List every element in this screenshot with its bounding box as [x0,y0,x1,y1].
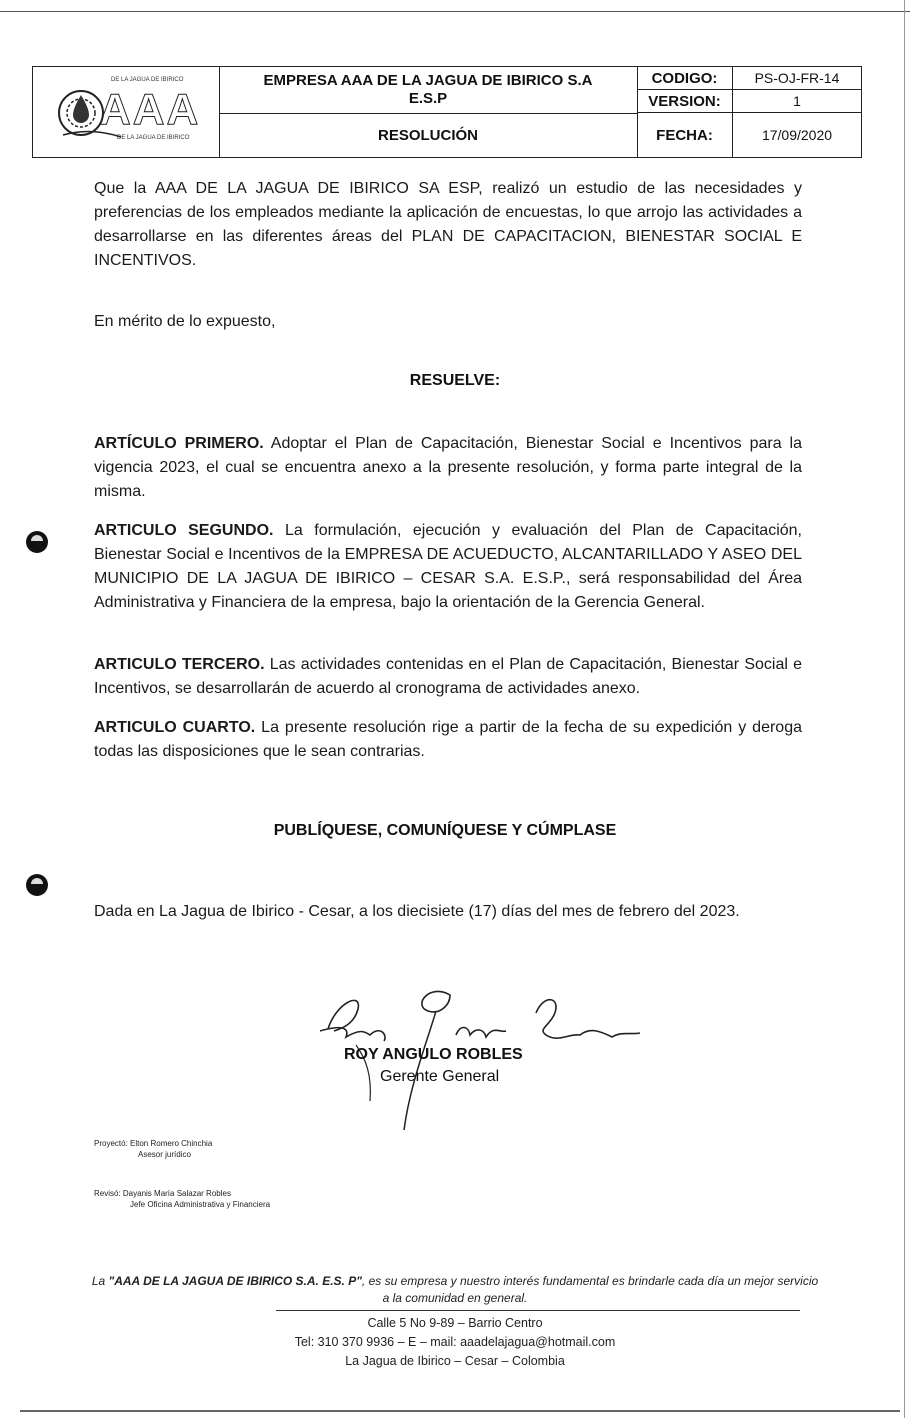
proyecto-name: Proyectó: Elton Romero Chinchia [94,1139,213,1148]
codigo-label: CODIGO: [637,67,733,90]
article-1 [94,432,802,504]
company-name-line2: E.S.P [408,90,448,107]
article-3-label: ARTICULO TERCERO. [94,656,265,673]
version-value: 1 [733,90,861,113]
article-3 [94,653,802,701]
article-1-label: ARTÍCULO PRIMERO. [94,435,264,452]
document-header-table [32,66,862,158]
punch-hole-icon [26,874,48,896]
footer-slogan [90,1273,820,1307]
punch-hole-icon [26,531,48,553]
slogan-rest: , es su empresa y nuestro interés fundamental es brindarle cada día un mejor servicio a la comunidad en general. [361,1274,819,1305]
company-logo [51,75,211,149]
signer-title: Gerente General [380,1068,500,1085]
codigo-value: PS-OJ-FR-14 [733,67,861,90]
article-4 [94,716,802,764]
fecha-value: 17/09/2020 [761,127,833,143]
reviso-name: Revisó: Dayanis María Salazar Robles [94,1189,231,1198]
resuelve-heading: RESUELVE: [409,372,501,389]
article-4-text: La presente resolución rige a partir de la fecha de su expedición y deroga todas las disposiciones que le sean contrarias. [94,719,802,760]
footer-address: Calle 5 No 9-89 – Barrio Centro [367,1316,543,1330]
logo-bottom-caption: DE LA JAGUA DE IBIRICO [117,135,190,141]
slogan-prefix: La [91,1274,109,1288]
document-type-cell: RESOLUCIÓN [219,113,638,157]
logo-top-caption: DE LA JAGUA DE IBIRICO [111,77,184,83]
article-2-label: ARTICULO SEGUNDO. [94,522,274,539]
footer-contact-block [240,1314,670,1371]
slogan-company: "AAA DE LA JAGUA DE IBIRICO S.A. E.S. P" [108,1274,362,1288]
logo-letters: AAA [99,85,201,134]
logo-cell [33,67,220,157]
article-1-text: Adoptar el Plan de Capacitación, Bienestar Social e Incentivos para la vigencia 2023, el cual se encuentra anexo a la presente resolución, y forma parte integral de la misma. [94,435,803,500]
fecha-label: FECHA: [637,113,733,157]
scan-right-edge [904,0,905,1418]
footer-contact: Tel: 310 370 9936 – E – mail: aaadelajagua@hotmail.com [294,1335,616,1349]
article-2 [94,519,802,615]
proyecto-credit [94,1138,212,1160]
reviso-role: Jefe Oficina Administrativa y Financiera [130,1200,271,1209]
company-title-cell [219,67,638,114]
dada-paragraph: Dada en La Jagua de Ibirico - Cesar, a los diecisiete (17) días del mes de febrero del 2023. [94,903,740,920]
scan-top-edge [0,11,910,12]
proyecto-role: Asesor jurídico [138,1150,191,1159]
company-name-line1: EMPRESA AAA DE LA JAGUA DE IBIRICO S.A [263,72,593,89]
article-3-text: Las actividades contenidas en el Plan de Capacitación, Bienestar Social e Incentivos, se desarrollarán de acuerdo al cronograma de actividades anexo. [94,656,802,697]
merito-paragraph: En mérito de lo expuesto, [94,313,276,330]
considerando-paragraph: Que la AAA DE LA JAGUA DE IBIRICO SA ESP, realizó un estudio de las necesidades y preferencias de los empleados mediante la aplicación de encuestas, lo que arrojo las actividades a desarrollarse en las diferentes áreas del PLAN DE CAPACITACION, BIENESTAR SOCIAL E INCENTIVOS. [94,180,802,269]
article-2-text: La formulación, ejecución y evaluación del Plan de Capacitación, Bienestar Social e Incentivos de la EMPRESA DE ACUEDUCTO, ALCANTARILLADO Y ASEO DEL MUNICIPIO DE LA JAGUA DE IBIRICO – CESAR S.A. E.S.P., será responsabilidad del Área Administrativa y Financiera de la empresa, bajo la orientación de la Gerencia General. [94,522,802,611]
publiquese-heading: PUBLÍQUESE, COMUNÍQUESE Y CÚMPLASE [273,822,617,839]
version-label: VERSION: [637,90,733,113]
footer-city: La Jagua de Ibirico – Cesar – Colombia [345,1354,565,1368]
scan-bottom-edge [20,1410,900,1412]
reviso-credit [94,1188,270,1210]
article-4-label: ARTICULO CUARTO. [94,719,256,736]
footer-divider [276,1310,800,1311]
signer-name: ROY ANGULO ROBLES [344,1046,523,1063]
